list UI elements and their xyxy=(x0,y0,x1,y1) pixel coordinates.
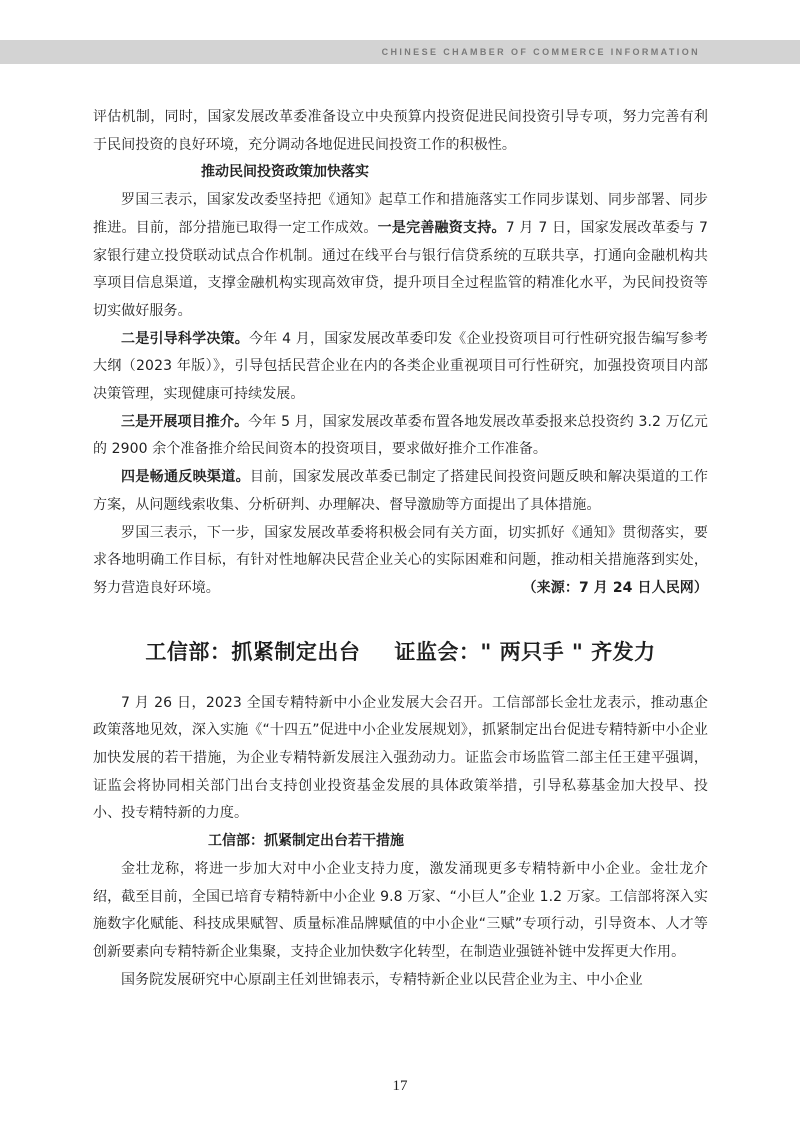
header-bar xyxy=(0,40,800,64)
article2-paragraph-1: 7 月 26 日，2023 全国专精特新中小企业发展大会召开。工信部部长金壮龙表示，推动惠企政策落地见效，深入实施《“十四五”促进中小企业发展规划》，抓紧制定出台促进专精特新中小企业加快发展的若干措施，为企业专精特新发展注入强劲动力。证监会市场监管二部主任王建平强调，证监会将协同相关部门出台支持创业投资基金发展的具体政策举措，引导私募基金加大投早、投小、投专精特新的力度。 xyxy=(93,694,708,822)
page-number: 17 xyxy=(392,1078,408,1094)
paragraph-lead: 三是开展项目推介。 xyxy=(121,413,249,430)
paragraph-lead: 二是引导科学决策。 xyxy=(121,330,249,347)
article1-subheading: 推动民间投资政策加快落实 xyxy=(201,164,369,181)
article1-paragraph-3 xyxy=(93,409,708,464)
header-text: CHINESE CHAMBER OF COMMERCE INFORMATION xyxy=(381,47,700,57)
title-part-1: 工信部：抓紧制定出台 xyxy=(145,639,361,664)
article1-intro: 评估机制，同时，国家发展改革委准备设立中央预算内投资促进民间投资引导专项，努力完善有利于民间投资的良好环境，充分调动各地促进民间投资工作的积极性。 xyxy=(93,109,708,153)
paragraph-text: 7 月 7 日，国家发展改革委与 7 家银行建立投贷联动试点合作机制。通过在线平台与银行信贷系统的互联共享，打通向金融机构共享项目信息渠道，支撑金融机构实现高效审贷，提升项目全过程监管的精准化水平，为民间投资等切实做好服务。 xyxy=(93,219,709,319)
title-part-2: 证监会：" 两只手 " 齐发力 xyxy=(394,639,656,664)
paragraph-text: 今年 4 月，国家发展改革委印发《企业投资项目可行性研究报告编写参考大纲（2023 年版）》，引导包括民营企业在内的各类企业重视项目可行性研究，加强投资项目内部决策管理，实现健康可持续发展。 xyxy=(93,330,708,403)
paragraph-text: 罗国三表示，国家发改委坚持把《通知》起草工作和措施落实工作同步谋划、同步部署、同步推进。目前，部分措施已取得一定工作成效。 xyxy=(93,192,708,236)
page-content xyxy=(93,104,708,994)
article1-paragraph-4 xyxy=(93,464,708,519)
article1-paragraph-2 xyxy=(93,326,708,409)
source-note: （来源：7 月 24 日人民网） xyxy=(522,579,708,596)
article1-paragraph-5 xyxy=(93,520,708,603)
paragraph-lead: 一是完善融资支持。 xyxy=(377,219,506,236)
paragraph-lead: 四是畅通反映渠道。 xyxy=(121,469,250,486)
article2-paragraph-3: 国务院发展研究中心原副主任刘世锦表示，专精特新企业以民营企业为主、中小企业 xyxy=(121,971,643,988)
paragraph-text: 目前，国家发展改革委已制定了搭建民间投资问题反映和解决渠道的工作方案，从问题线索收集、分析研判、办理解决、督导激励等方面提出了具体措施。 xyxy=(93,469,708,513)
paragraph-text: 罗国三表示，下一步，国家发展改革委将积极会同有关方面，切实抓好《通知》贯彻落实，要求各地明确工作目标，有针对性地解决民营企业关心的实际困难和问题，推动相关措施落到实处，努力营造良好环境。 xyxy=(93,524,708,596)
article2-paragraph-2: 金壮龙称，将进一步加大对中小企业支持力度，激发涌现更多专精特新中小企业。金壮龙介绍，截至目前，全国已培育专精特新中小企业 9.8 万家、“小巨人”企业 1.2 万家。工信部将深入实施数字化赋能、科技成果赋智、质量标准品牌赋值的中小企业“三赋”专项行动，引导资本、人才等创新要素向专精特新企业集聚，支持企业加快数字化转型，在制造业强链补链中发挥更大作用。 xyxy=(93,860,708,960)
article1-paragraph-1 xyxy=(93,187,708,326)
article2-title xyxy=(93,637,708,667)
paragraph-text: 今年 5 月，国家发展改革委布置各地发展改革委报来总投资约 3.2 万亿元的 2900 余个准备推介给民间资本的投资项目，要求做好推介工作准备。 xyxy=(93,413,708,458)
article2-subheading: 工信部：抓紧制定出台若干措施 xyxy=(208,833,404,850)
